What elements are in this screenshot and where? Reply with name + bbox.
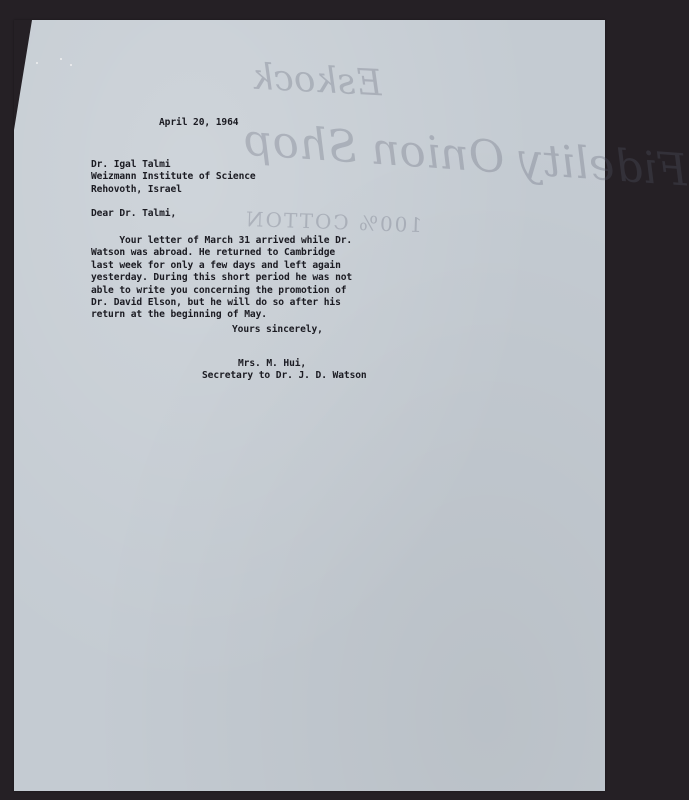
letter-date: April 20, 1964 xyxy=(159,117,239,128)
scan-specks xyxy=(36,58,96,78)
signer-name: Mrs. M. Hui, xyxy=(238,358,307,369)
signer-title: Secretary to Dr. J. D. Watson xyxy=(202,370,367,381)
speck xyxy=(70,64,72,66)
body-line: return at the beginning of May. xyxy=(91,309,267,321)
letter-body xyxy=(91,235,352,322)
recipient-name: Dr. Igal Talmi xyxy=(91,159,171,170)
speck xyxy=(60,58,62,60)
speck xyxy=(36,62,38,64)
letter-page xyxy=(14,20,689,791)
recipient-location: Rehovoth, Israel xyxy=(91,183,182,195)
body-line: able to write you concerning the promotion of xyxy=(91,284,347,296)
body-line: Dr. David Elson, but he will do so after his xyxy=(91,297,341,309)
body-line: Your letter of March 31 arrived while Dr. xyxy=(91,235,353,246)
salutation: Dear Dr. Talmi, xyxy=(91,208,177,219)
body-line: yesterday. During this short period he was not xyxy=(91,272,353,284)
bleed-through-mark-top: Eskock xyxy=(251,56,384,105)
bleed-through-watermark: Fidelity Onion Shop xyxy=(242,114,689,197)
bleed-through-cotton-mark: 100% COTTON xyxy=(243,206,423,238)
closing: Yours sincerely, xyxy=(232,324,323,335)
recipient-address-block xyxy=(91,159,256,196)
body-line: last week for only a few days and left again xyxy=(91,259,341,271)
page-corner-shadow xyxy=(14,20,32,130)
body-line: Watson was abroad. He returned to Cambridge xyxy=(91,247,336,259)
recipient-institution: Weizmann Institute of Science xyxy=(91,171,256,183)
